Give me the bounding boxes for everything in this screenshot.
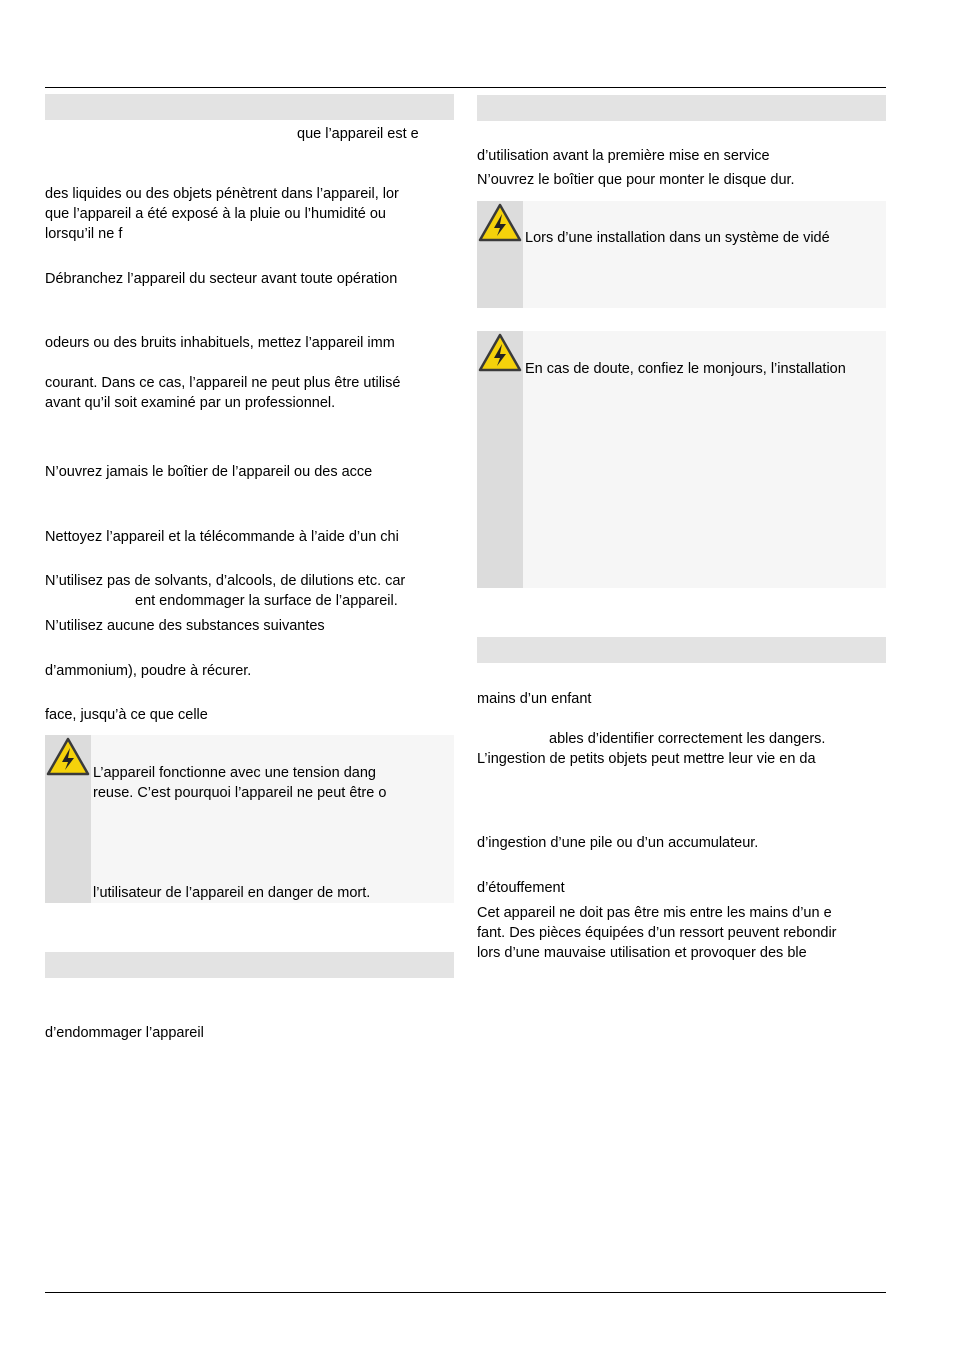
body-text-line: que l’appareil est e	[297, 126, 419, 142]
body-text-line: d’étouffement	[477, 880, 565, 896]
section-bar-left-2	[45, 952, 454, 978]
body-text-line: des liquides ou des objets pénètrent dans l’appareil, lor	[45, 186, 399, 202]
warning-text-line: En cas de doute, confiez le monjours, l’installation	[525, 361, 846, 377]
header-rule	[45, 87, 886, 88]
body-text-line: d’utilisation avant la première mise en service	[477, 148, 770, 164]
section-bar-right-2	[477, 637, 886, 663]
warning-box	[45, 735, 454, 903]
body-text-line: fant. Des pièces équipées d’un ressort peuvent rebondir	[477, 925, 837, 941]
footer-rule	[45, 1292, 886, 1293]
body-text-line: d’ingestion d’une pile ou d’un accumulateur.	[477, 835, 759, 851]
warning-box	[477, 201, 886, 308]
body-text-line: ent endommager la surface de l’appareil.	[135, 593, 398, 609]
body-text-line: N’utilisez pas de solvants, d’alcools, de dilutions etc. car	[45, 573, 406, 589]
body-text-line: d’ammonium), poudre à récurer.	[45, 663, 252, 679]
warning-text-line: reuse. C’est pourquoi l’appareil ne peut être o	[93, 785, 387, 801]
warning-text-line: l’utilisateur de l’appareil en danger de mort.	[93, 885, 371, 901]
body-text-line: Cet appareil ne doit pas être mis entre les mains d’un e	[477, 905, 832, 921]
body-text-line: avant qu’il soit examiné par un professionnel.	[45, 395, 336, 411]
section-bar-left-1	[45, 94, 454, 120]
high-voltage-warning-icon	[46, 737, 90, 777]
body-text-line: N’ouvrez jamais le boîtier de l’appareil ou des acce	[45, 464, 373, 480]
body-text-line: N’ouvrez le boîtier que pour monter le disque dur.	[477, 172, 795, 188]
body-text-line: Nettoyez l’appareil et la télécommande à l’aide d’un chi	[45, 529, 399, 545]
body-text-line: d’endommager l’appareil	[45, 1025, 204, 1041]
body-text-line: N’utilisez aucune des substances suivantes	[45, 618, 325, 634]
body-text-line: face, jusqu’à ce que celle	[45, 707, 208, 723]
warning-text-line: Lors d’une installation dans un système de vidé	[525, 230, 830, 246]
body-text-line: lors d’une mauvaise utilisation et provoquer des ble	[477, 945, 807, 961]
body-text-line: mains d’un enfant	[477, 691, 592, 707]
body-text-line: odeurs ou des bruits inhabituels, mettez l’appareil imm	[45, 335, 395, 351]
body-text-line: ables d’identifier correctement les dangers.	[549, 731, 826, 747]
warning-text-line: L’appareil fonctionne avec une tension dang	[93, 765, 376, 781]
body-text-line: lorsqu’il ne f	[45, 226, 123, 242]
body-text-line: courant. Dans ce cas, l’appareil ne peut plus être utilisé	[45, 375, 401, 391]
body-text-line: L’ingestion de petits objets peut mettre leur vie en da	[477, 751, 816, 767]
body-text-line: que l’appareil a été exposé à la pluie ou l’humidité ou	[45, 206, 386, 222]
section-bar-right-1	[477, 95, 886, 121]
high-voltage-warning-icon	[478, 203, 522, 243]
body-text-line: Débranchez l’appareil du secteur avant toute opération	[45, 271, 398, 287]
high-voltage-warning-icon	[478, 333, 522, 373]
